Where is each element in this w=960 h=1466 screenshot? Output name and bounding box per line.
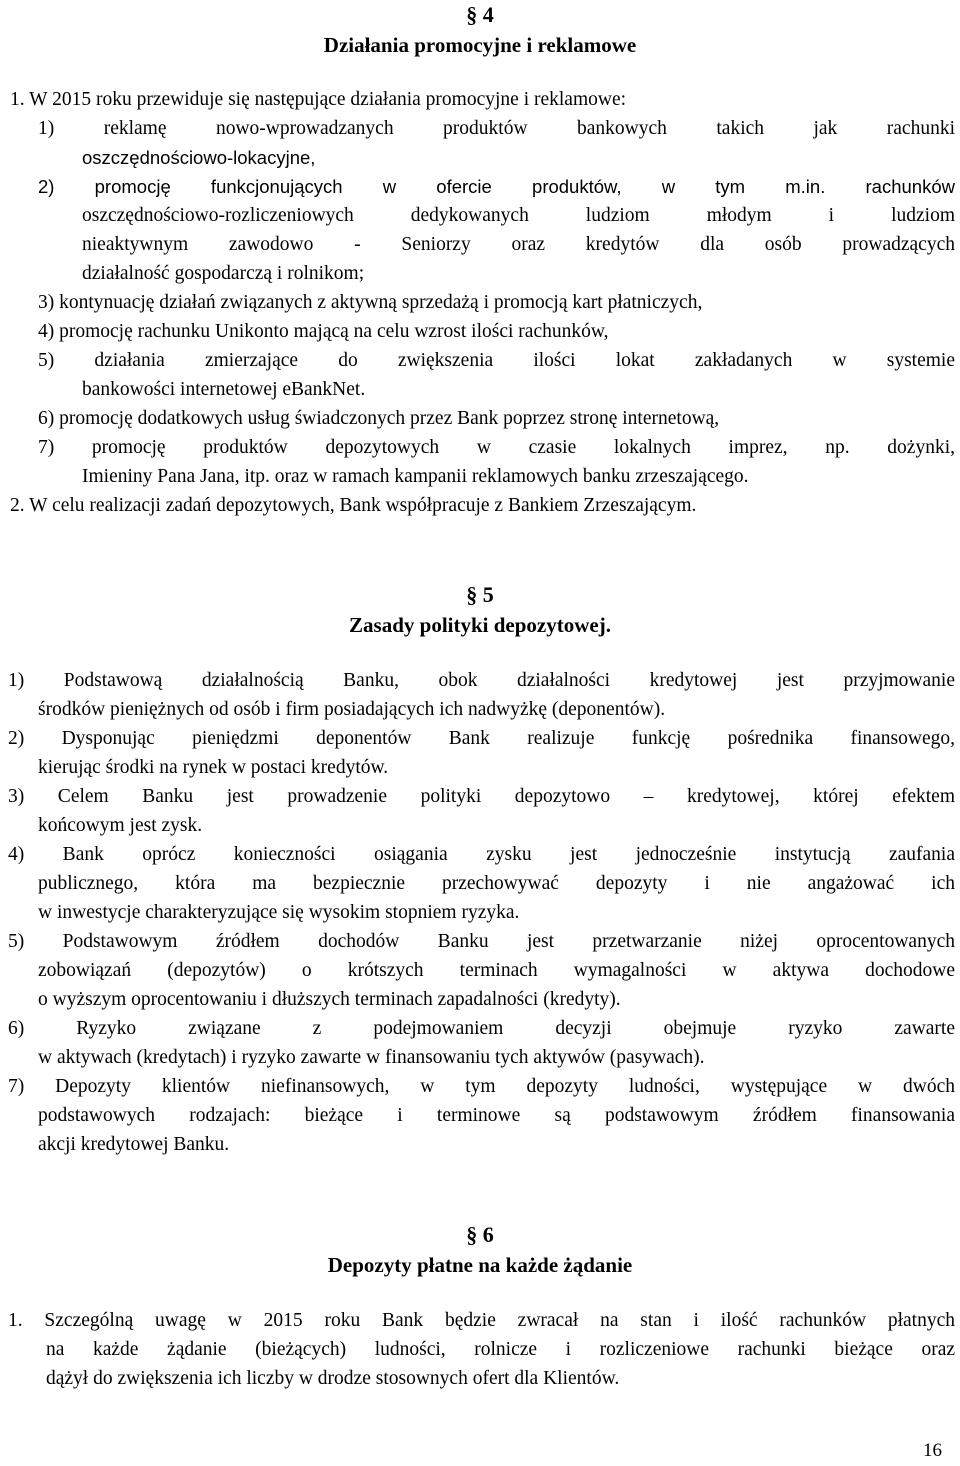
paragraph-line: 6) promocję dodatkowych usług świadczonych przez Bank poprzez stronę internetową, bbox=[38, 408, 720, 429]
section-4-heading bbox=[0, 2, 960, 58]
paragraph-line: 3) Celem Banku jest prowadzenie polityki depozytowo – kredytowej, której efektem bbox=[8, 786, 955, 807]
paragraph-line: w aktywach (kredytach) i ryzyko zawarte w finansowaniu tych aktywów (pasywach). bbox=[38, 1047, 705, 1068]
paragraph-line: oszczędnościowo-rozliczeniowych dedykowanych ludziom młodym i ludziom bbox=[82, 205, 955, 226]
section-title: Działania promocyjne i reklamowe bbox=[323, 33, 637, 57]
paragraph-line: końcowym jest zysk. bbox=[38, 815, 203, 836]
section-5-heading bbox=[0, 582, 960, 638]
paragraph-line: na każde żądanie (bieżących) ludności, rolnicze i rozliczeniowe rachunki bieżące oraz bbox=[46, 1339, 955, 1360]
section-number: § 5 bbox=[466, 582, 494, 607]
paragraph-line: kierując środki na rynek w postaci kredytów. bbox=[38, 757, 389, 778]
paragraph-line: działalność gospodarczą i rolnikom; bbox=[82, 263, 365, 284]
paragraph-line: 1. W 2015 roku przewiduje się następujące działania promocyjne i reklamowe: bbox=[10, 89, 627, 110]
paragraph-line: 5) działania zmierzające do zwiększenia ilości lokat zakładanych w systemie bbox=[38, 350, 955, 371]
paragraph-line: 2) Dysponując pieniędzmi deponentów Bank realizuje funkcję pośrednika finansowego, bbox=[8, 728, 955, 749]
paragraph-line: nieaktywnym zawodowo - Seniorzy oraz kredytów dla osób prowadzących bbox=[82, 234, 955, 255]
section-title: Depozyty płatne na każde żądanie bbox=[327, 1253, 633, 1277]
paragraph-line: 5) Podstawowym źródłem dochodów Banku jest przetwarzanie niżej oprocentowanych bbox=[8, 931, 955, 952]
paragraph-line: podstawowych rodzajach: bieżące i terminowe są podstawowym źródłem finansowania bbox=[38, 1105, 955, 1126]
paragraph-line: 2. W celu realizacji zadań depozytowych, Bank współpracuje z Bankiem Zrzeszającym. bbox=[10, 495, 697, 516]
paragraph-line: 7) promocję produktów depozytowych w czasie lokalnych imprez, np. dożynki, bbox=[38, 437, 955, 458]
paragraph-line: dążył do zwiększenia ich liczby w drodze stosownych ofert dla Klientów. bbox=[46, 1368, 620, 1389]
paragraph-line: akcji kredytowej Banku. bbox=[38, 1134, 230, 1155]
paragraph-line: 7) Depozyty klientów niefinansowych, w tym depozyty ludności, występujące w dwóch bbox=[8, 1076, 955, 1097]
paragraph-line: oszczędnościowo-lokacyjne, bbox=[82, 147, 316, 168]
paragraph-line: o wyższym oprocentowaniu i dłuższych terminach zapadalności (kredyty). bbox=[38, 989, 621, 1010]
page-number: 16 bbox=[923, 1440, 942, 1461]
paragraph-line: 1) reklamę nowo-wprowadzanych produktów bankowych takich jak rachunki bbox=[38, 118, 955, 139]
paragraph-line: 2) promocję funkcjonujących w ofercie produktów, w tym m.in. rachunków bbox=[38, 176, 955, 197]
section-number: § 4 bbox=[466, 2, 494, 27]
paragraph-line: Imieniny Pana Jana, itp. oraz w ramach kampanii reklamowych banku zrzeszającego. bbox=[82, 466, 749, 487]
paragraph-line: 4) promocję rachunku Unikonto mającą na celu wzrost ilości rachunków, bbox=[38, 321, 609, 342]
paragraph-line: 3) kontynuację działań związanych z aktywną sprzedażą i promocją kart płatniczych, bbox=[38, 292, 703, 313]
paragraph-line: zobowiązań (depozytów) o krótszych terminach wymagalności w aktywa dochodowe bbox=[38, 960, 955, 981]
paragraph-line: 4) Bank oprócz konieczności osiągania zysku jest jednocześnie instytucją zaufania bbox=[8, 844, 955, 865]
paragraph-line: bankowości internetowej eBankNet. bbox=[82, 379, 366, 400]
section-6-heading bbox=[0, 1222, 960, 1278]
paragraph-line: 6) Ryzyko związane z podejmowaniem decyzji obejmuje ryzyko zawarte bbox=[8, 1018, 955, 1039]
paragraph-line: publicznego, która ma bezpiecznie przechowywać depozyty i nie angażować ich bbox=[38, 873, 955, 894]
paragraph-line: 1) Podstawową działalnością Banku, obok działalności kredytowej jest przyjmowanie bbox=[8, 670, 955, 691]
paragraph-line: 1. Szczególną uwagę w 2015 roku Bank będzie zwracał na stan i ilość rachunków płatnych bbox=[8, 1310, 955, 1331]
paragraph-line: w inwestycje charakteryzujące się wysokim stopniem ryzyka. bbox=[38, 902, 520, 923]
section-title: Zasady polityki depozytowej. bbox=[349, 613, 611, 637]
paragraph-line: środków pieniężnych od osób i firm posiadających ich nadwyżkę (deponentów). bbox=[38, 699, 666, 720]
section-number: § 6 bbox=[466, 1222, 494, 1247]
